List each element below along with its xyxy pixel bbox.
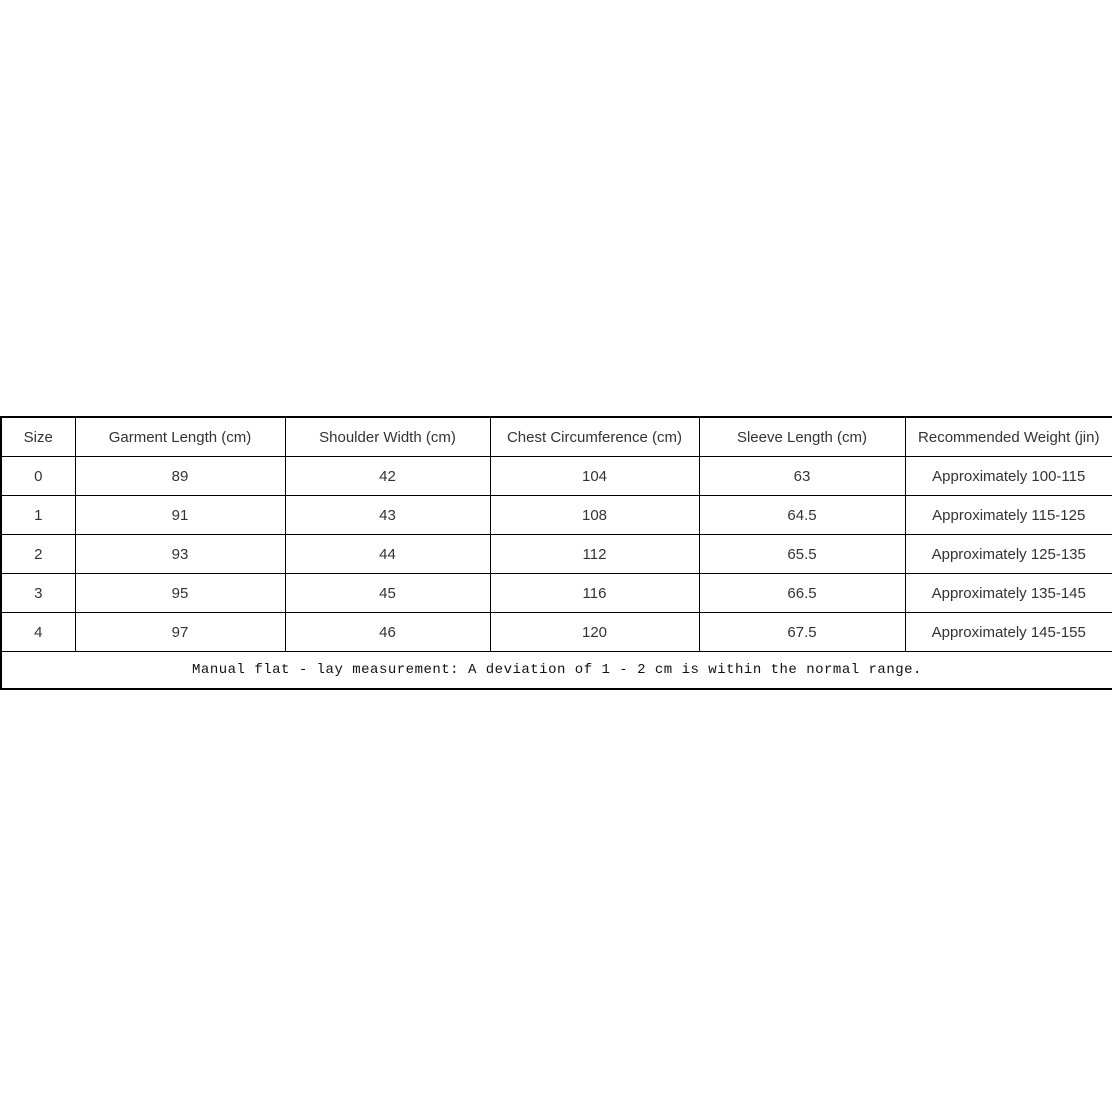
table-row (1, 496, 1112, 535)
cell-chest-circumference: 116 (490, 574, 699, 613)
cell-sleeve-length: 63 (699, 457, 905, 496)
cell-chest-circumference: 108 (490, 496, 699, 535)
cell-garment-length: 89 (75, 457, 285, 496)
cell-garment-length: 95 (75, 574, 285, 613)
header-cell-shoulder-width: Shoulder Width (cm) (285, 417, 490, 457)
cell-size: 1 (1, 496, 75, 535)
cell-garment-length: 91 (75, 496, 285, 535)
table-header-row (1, 417, 1112, 457)
header-cell-recommended-weight: Recommended Weight (jin) (905, 417, 1112, 457)
cell-sleeve-length: 66.5 (699, 574, 905, 613)
cell-size: 4 (1, 613, 75, 652)
cell-shoulder-width: 43 (285, 496, 490, 535)
header-cell-sleeve-length: Sleeve Length (cm) (699, 417, 905, 457)
table-row (1, 613, 1112, 652)
cell-garment-length: 93 (75, 535, 285, 574)
cell-shoulder-width: 44 (285, 535, 490, 574)
header-cell-garment-length: Garment Length (cm) (75, 417, 285, 457)
cell-garment-length: 97 (75, 613, 285, 652)
header-cell-chest-circumference: Chest Circumference (cm) (490, 417, 699, 457)
cell-shoulder-width: 46 (285, 613, 490, 652)
cell-shoulder-width: 42 (285, 457, 490, 496)
cell-sleeve-length: 65.5 (699, 535, 905, 574)
table-row (1, 574, 1112, 613)
size-chart-container (0, 416, 1112, 690)
cell-recommended-weight: Approximately 125-135 (905, 535, 1112, 574)
size-chart-table (0, 416, 1112, 690)
table-footnote-row (1, 652, 1112, 690)
table-row (1, 535, 1112, 574)
cell-recommended-weight: Approximately 115-125 (905, 496, 1112, 535)
cell-chest-circumference: 104 (490, 457, 699, 496)
header-cell-size: Size (1, 417, 75, 457)
cell-shoulder-width: 45 (285, 574, 490, 613)
cell-chest-circumference: 112 (490, 535, 699, 574)
cell-recommended-weight: Approximately 145-155 (905, 613, 1112, 652)
cell-sleeve-length: 64.5 (699, 496, 905, 535)
measurement-note: Manual flat - lay measurement: A deviation of 1 - 2 cm is within the normal range. (1, 652, 1112, 690)
cell-recommended-weight: Approximately 100-115 (905, 457, 1112, 496)
cell-sleeve-length: 67.5 (699, 613, 905, 652)
cell-size: 3 (1, 574, 75, 613)
cell-chest-circumference: 120 (490, 613, 699, 652)
cell-size: 2 (1, 535, 75, 574)
cell-size: 0 (1, 457, 75, 496)
table-row (1, 457, 1112, 496)
cell-recommended-weight: Approximately 135-145 (905, 574, 1112, 613)
